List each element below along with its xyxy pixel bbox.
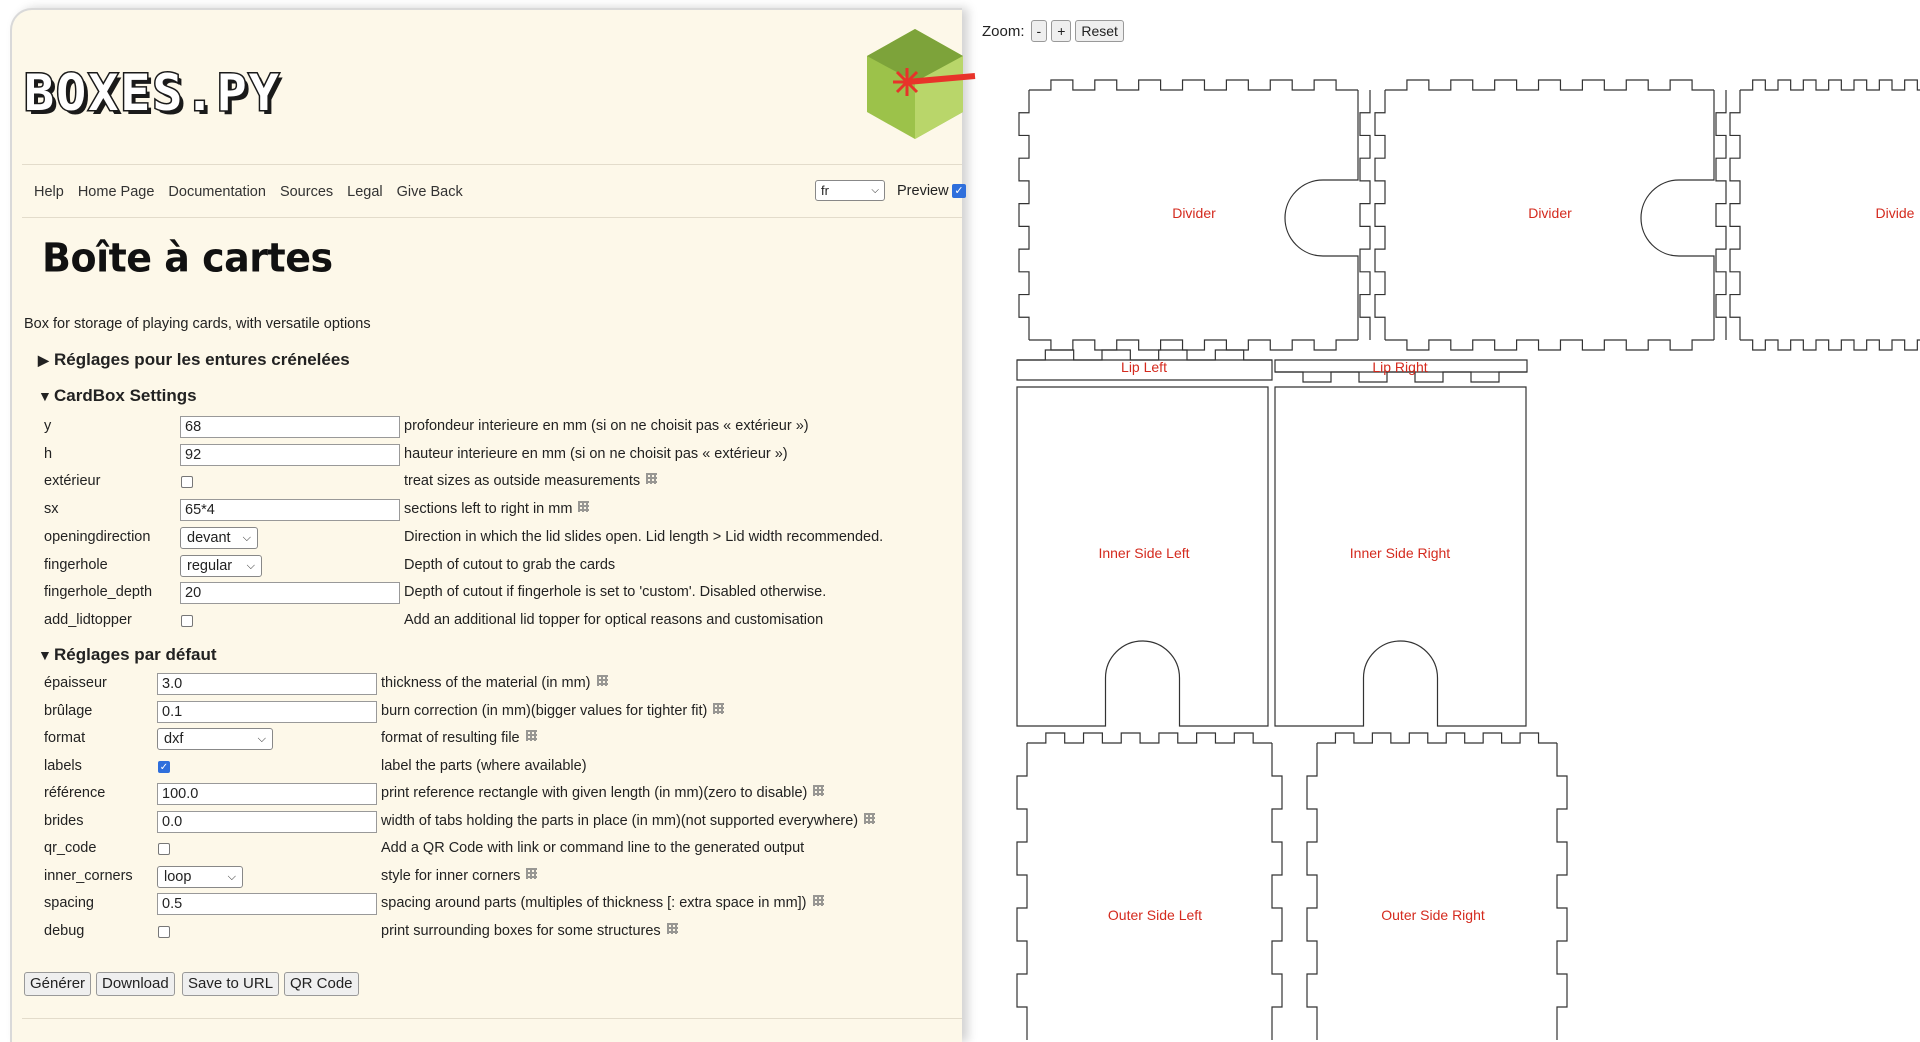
exterieur-checkbox[interactable] [181,476,193,488]
page-title: Boîte à cartes [42,234,333,282]
spacing-input[interactable]: 0.5 [157,893,377,915]
setting-label-brulage: brûlage [44,702,93,719]
divider-outline [1385,340,1714,350]
epaisseur-description: thickness of the material (in mm) [381,675,608,691]
section-finger-joints[interactable]: ▶ Réglages pour les entures crénelées [38,350,350,369]
brides-description: width of tabs holding the parts in place (in mm)(not supported everywhere) [381,813,875,829]
chevron-down-icon: ⌵ [871,185,879,196]
setting-label-reference: référence [44,785,106,801]
qr-code-icon[interactable] [667,923,678,934]
qr-code-description: Add a QR Code with link or command line to the generated output [381,840,805,856]
divider-outline [1029,80,1358,90]
part-label: Inner Side Left [1098,545,1190,561]
format-select[interactable]: dxf ⌵ [157,728,273,750]
finger-hole-outline [1641,90,1714,340]
settings-panel [10,8,962,1042]
setting-label-y: y [44,418,52,434]
outer-side-outline [1027,733,1272,743]
setting-label-brides: brides [44,812,84,829]
nav-documentation[interactable]: Documentation [168,184,266,200]
qr-code-icon[interactable] [813,895,824,906]
zoom-out-button[interactable]: - [1031,20,1048,42]
outer-side-outline [1317,733,1557,743]
part-label: Divider [1528,205,1572,221]
zoom-reset-button[interactable]: Reset [1075,20,1124,42]
nav-give-back[interactable]: Give Back [396,184,463,200]
preview-checkbox[interactable]: ✓ [952,184,966,198]
nav-home-page[interactable]: Home Page [77,184,155,200]
divider-outline [1730,90,1740,340]
divider-outline [1019,90,1029,340]
divider [22,164,962,165]
sx-description: sections left to right in mm [404,501,589,517]
part-label: Divide [1875,205,1915,221]
fingerhole-depth-input[interactable]: 20 [180,582,400,604]
y-input[interactable]: 68 [180,416,400,438]
divider-outline [1716,90,1726,340]
qr-code-button[interactable]: QR Code [284,972,359,996]
preview-label: Preview [897,183,949,199]
fingerhole-select[interactable]: regular ⌵ [180,555,262,577]
qr-code-icon[interactable] [864,813,875,824]
divider-outline [1740,340,1920,350]
setting-label-fingerhole: fingerhole [44,556,108,573]
triangle-right-icon: ▶ [38,352,49,368]
add-lidtopper-checkbox[interactable] [181,615,193,627]
part-label: Inner Side Right [1349,545,1451,561]
qr-code-icon[interactable] [578,501,589,512]
reference-description: print reference rectangle with given length (in mm)(zero to disable) [381,785,824,801]
zoom-controls [982,20,1124,42]
setting-label-add-lidtopper: add_lidtopper [44,611,132,628]
qr-code-icon[interactable] [526,868,537,879]
zoom-label: Zoom: [982,22,1025,40]
setting-label-format: format [44,730,86,746]
generate-button[interactable]: Générer [24,972,91,996]
exterieur-description: treat sizes as outside measurements [404,473,657,489]
page-subtitle: Box for storage of playing cards, with versatile options [24,316,371,332]
setting-label-fingerhole-depth: fingerhole_depth [44,584,153,601]
spacing-description: spacing around parts (multiples of thickness [: extra space in mm]) [381,895,824,911]
part-label: Lip Right [1372,359,1428,375]
divider [22,1018,962,1019]
setting-label-labels: labels [44,757,82,774]
triangle-down-icon: ▼ [38,647,52,663]
qr-code-icon[interactable] [526,730,537,741]
fingerhole-description: Depth of cutout to grab the cards [404,556,616,573]
setting-label-epaisseur: épaisseur [44,675,107,691]
outer-side-outline [1272,743,1282,1040]
inner-corners-description: style for inner corners [381,868,537,884]
inner-corners-select[interactable]: loop ⌵ [157,866,243,888]
chevron-down-icon: ⌵ [227,870,236,883]
outer-side-outline [1017,743,1027,1040]
divider-outline [1740,80,1920,90]
epaisseur-input[interactable]: 3.0 [157,673,377,695]
brulage-description: burn correction (in mm)(bigger values for tighter fit) [381,703,724,719]
triangle-down-icon: ▼ [38,388,52,404]
part-label: Outer Side Right [1381,907,1485,923]
outer-side-outline [1307,743,1317,1040]
reference-input[interactable]: 100.0 [157,783,377,805]
divider [22,217,962,218]
download-button[interactable]: Download [96,972,175,996]
setting-label-sx: sx [44,501,59,518]
nav-legal[interactable]: Legal [347,184,383,200]
qr-code-icon[interactable] [597,675,608,686]
setting-label-spacing: spacing [44,895,94,911]
sx-input[interactable]: 65*4 [180,499,400,521]
part-label: Lip Left [1121,359,1167,375]
openingdirection-description: Direction in which the lid slides open. Lid length > Lid width recommended. [404,528,884,545]
labels-checkbox[interactable]: ✓ [159,761,169,773]
divider-outline [1375,90,1385,340]
setting-label-inner-corners: inner_corners [44,867,133,884]
divider-outline [1385,80,1714,90]
outer-side-outline [1557,743,1567,1040]
setting-label-debug: debug [44,922,85,939]
fingerhole-depth-description: Depth of cutout if fingerhole is set to 'custom'. Disabled otherwise. [404,584,827,601]
qr-code-icon[interactable] [646,473,657,484]
labels-description: label the parts (where available) [381,757,587,774]
y-description: profondeur interieure en mm (si on ne choisit pas « extérieur ») [404,418,809,434]
setting-label-exterieur: extérieur [44,473,101,490]
part-label: Divider [1172,205,1216,221]
qr-code-icon[interactable] [813,785,824,796]
part-label: Outer Side Left [1107,907,1203,923]
zoom-in-button[interactable]: + [1051,20,1071,42]
brulage-input[interactable]: 0.1 [157,701,377,723]
top-nav [34,184,463,200]
format-description: format of resulting file [381,730,537,746]
chevron-down-icon: ⌵ [257,733,266,745]
setting-label-openingdirection: openingdirection [44,528,151,545]
section-default-settings[interactable]: ▼ Réglages par défaut [38,645,217,664]
nav-help[interactable]: Help [34,184,64,200]
brides-input[interactable]: 0.0 [157,811,377,833]
divider-outline [1360,90,1370,340]
nav-sources[interactable]: Sources [279,184,334,200]
setting-label-h: h [44,445,53,462]
chevron-down-icon: ⌵ [242,531,251,544]
openingdirection-select[interactable]: devant ⌵ [180,527,258,549]
finger-hole-outline [1285,90,1358,340]
chevron-down-icon: ⌵ [246,559,255,572]
setting-label-qr-code: qr_code [44,840,97,856]
add-lidtopper-description: Add an additional lid topper for optical reasons and customisation [404,611,824,628]
debug-checkbox[interactable] [158,926,170,938]
language-select[interactable]: fr ⌵ [815,180,885,201]
laser-box-logo-icon [855,24,975,144]
h-input[interactable]: 92 [180,444,400,466]
preview-canvas [960,0,1920,1040]
divider-outline [1029,340,1358,350]
debug-description: print surrounding boxes for some structures [381,923,678,939]
section-cardbox-settings[interactable]: ▼ CardBox Settings [38,386,197,405]
boxes-logo[interactable]: BOXES.PY [24,64,281,122]
h-description: hauteur interieure en mm (si on ne choisit pas « extérieur ») [404,445,788,462]
save-to-url-button[interactable]: Save to URL [182,972,279,996]
qr-code-checkbox[interactable] [158,843,170,855]
qr-code-icon[interactable] [713,703,724,714]
